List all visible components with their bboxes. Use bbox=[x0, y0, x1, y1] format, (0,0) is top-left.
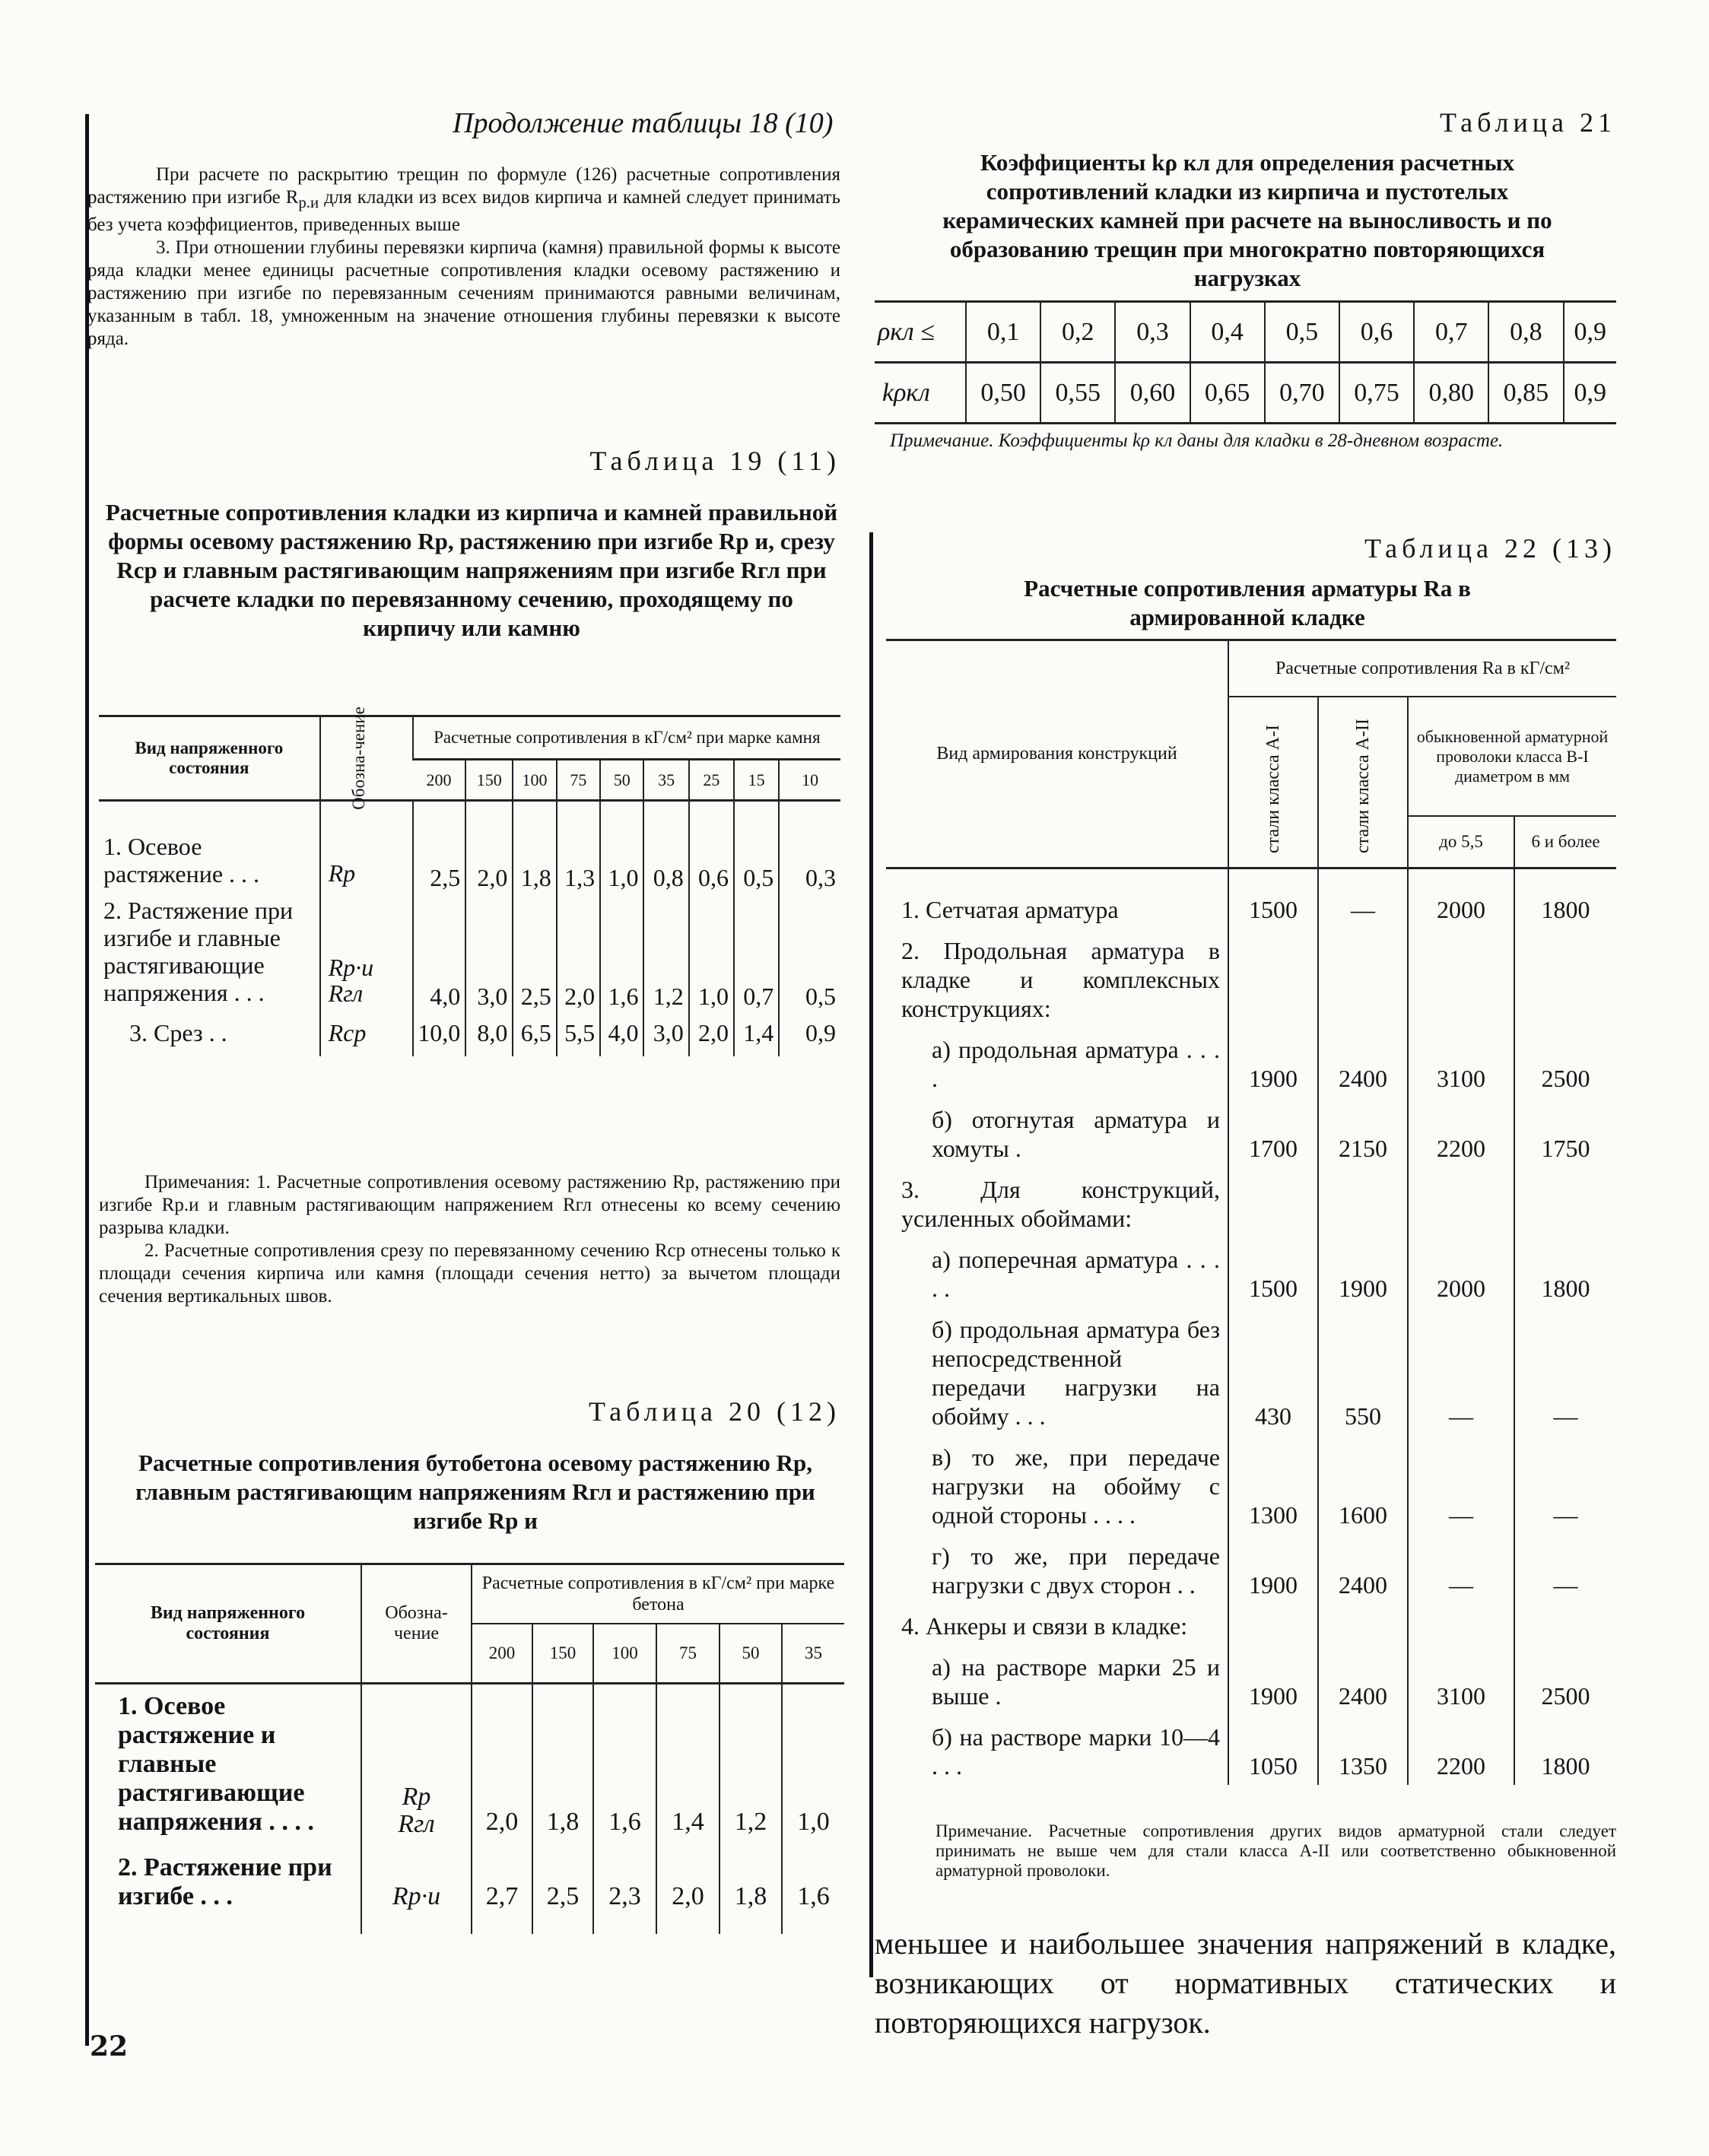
table22-head-values: Расчетные сопротивления Rа в кГ/см² bbox=[1228, 640, 1616, 697]
table-row: 2. Растяжение при изгибе . . . Rр·и 2,7 2,5 2,3 2,0 1,8 1,6 bbox=[95, 1843, 844, 1934]
t19-row2-symbol: Rр·и Rгл bbox=[320, 892, 413, 1011]
table22-cell: 1800 bbox=[1514, 1715, 1616, 1785]
table22-row-label: 2. Продольная арматура в кладке и комплексных конструкциях: bbox=[901, 936, 1220, 1022]
t19-grade: 10 bbox=[779, 760, 840, 801]
table20-caption: Таблица 20 (12) bbox=[589, 1396, 840, 1427]
table22-cell bbox=[1318, 929, 1408, 1027]
t20-row2-label: 2. Растяжение при изгибе . . . bbox=[118, 1853, 332, 1910]
table19 bbox=[99, 706, 840, 1056]
table22-row-label: 3. Для конструкций, усиленных обоймами: bbox=[901, 1175, 1220, 1232]
table22-cell: 1050 bbox=[1228, 1715, 1318, 1785]
t19-row2-label: 2. Растяжение при изгибе и главные растягивающие напряжения . . . bbox=[103, 896, 294, 1006]
table22-row-label: а) поперечная арматура . . . . . bbox=[932, 1245, 1220, 1302]
table22-cell: — bbox=[1514, 1534, 1616, 1604]
right-margin-rule bbox=[869, 532, 873, 1977]
table19-head-symbol: Обозна-чение bbox=[320, 716, 413, 801]
table22-cell bbox=[1228, 1167, 1318, 1237]
t20-grade: 75 bbox=[656, 1624, 719, 1683]
table22-row-label: а) на растворе марки 25 и выше . bbox=[932, 1653, 1220, 1710]
table22-cell bbox=[1318, 1167, 1408, 1237]
table22-row-label: 1. Сетчатая арматура bbox=[901, 895, 1119, 923]
table22-row-label: б) продольная арматура без непосредственной передачи нагрузки на обойму . . . bbox=[932, 1315, 1220, 1430]
t19-grade: 200 bbox=[413, 760, 466, 801]
table22-cell bbox=[1514, 929, 1616, 1027]
table22-cell bbox=[1228, 1604, 1318, 1645]
table20-title: Расчетные сопротивления бутобетона осевому растяжению Rр, главным растягивающим напряжениям Rгл и растяжению при изгибе Rр и bbox=[135, 1450, 815, 1534]
t19-row1-symbol: Rр bbox=[320, 801, 413, 892]
t19-grade: 15 bbox=[734, 760, 779, 801]
table20 bbox=[95, 1563, 844, 1934]
body-text: меньшее и наибольшее значения напряжений в кладке, возникающих от нормативных статических и повторяющихся нагрузок. bbox=[875, 1926, 1616, 2040]
table22-cell: — bbox=[1408, 1307, 1514, 1435]
table22-cell: 2400 bbox=[1318, 1027, 1408, 1097]
table-row: kρкл 0,50 0,55 0,60 0,65 0,70 0,75 0,80 0,85 0,9 bbox=[875, 363, 1616, 424]
t19-row3-label: 3. Срез . . bbox=[129, 1018, 227, 1046]
table22-cell: 2200 bbox=[1408, 1715, 1514, 1785]
table22-row-label: а) продольная арматура . . . . bbox=[932, 1035, 1220, 1092]
table-row bbox=[886, 868, 1616, 929]
table20-head-symbol: Обозна-чение bbox=[361, 1564, 472, 1684]
t19-row3-symbol: Rср bbox=[320, 1011, 413, 1056]
table22-title: Расчетные сопротивления арматуры Rа в армированной кладке bbox=[1024, 575, 1471, 630]
table22-head-a1: стали класса А-I bbox=[1228, 697, 1318, 868]
table21-title: Коэффициенты kρ кл для определения расчетных сопротивлений кладки из кирпича и пустотелых керамических камней при расчете на выносливость и по образованию трещин при многократно повторяющихся нагрузках bbox=[942, 149, 1552, 291]
table22-cell: — bbox=[1408, 1534, 1514, 1604]
t19-grade: 75 bbox=[557, 760, 600, 801]
table22-note: Примечание. Расчетные сопротивления других видов арматурной стали следует принимать не выше чем для стали класса А-II или соответственно обыкновенной арматурной проволоки. bbox=[936, 1821, 1616, 1880]
table21-caption: Таблица 21 bbox=[1440, 107, 1616, 138]
table22-head-wire: обыкновенной арматурной проволоки класса В-I диаметром в мм bbox=[1408, 697, 1616, 816]
table22-cell: 2400 bbox=[1318, 1534, 1408, 1604]
table-row bbox=[886, 1645, 1616, 1715]
table22-head-d1: до 5,5 bbox=[1408, 816, 1514, 868]
table22-row-label: б) отогнутая арматура и хомуты . bbox=[932, 1105, 1220, 1162]
table22-head-a2: стали класса А-II bbox=[1318, 697, 1408, 868]
left-margin-rule bbox=[85, 114, 89, 2046]
table-row bbox=[886, 1097, 1616, 1167]
table22-row-label: в) то же, при передаче нагрузки на обойму с одной стороны . . . . bbox=[932, 1443, 1220, 1529]
table22-cell: 430 bbox=[1228, 1307, 1318, 1435]
table22-cell: 1300 bbox=[1228, 1435, 1318, 1534]
table19-caption: Таблица 19 (11) bbox=[589, 446, 840, 476]
t20-grade: 100 bbox=[593, 1624, 656, 1683]
table-row bbox=[886, 1167, 1616, 1237]
table22-cell: 1700 bbox=[1228, 1097, 1318, 1167]
table22-head-d2: 6 и более bbox=[1514, 816, 1616, 868]
table22-cell: 2000 bbox=[1408, 1237, 1514, 1307]
continuation-title: Продолжение таблицы 18 (10) bbox=[453, 107, 834, 139]
table22-cell: 2000 bbox=[1408, 868, 1514, 929]
table22-cell: 2500 bbox=[1514, 1027, 1616, 1097]
t19-grade: 150 bbox=[465, 760, 513, 801]
table22-cell: — bbox=[1514, 1435, 1616, 1534]
table22-cell bbox=[1514, 1167, 1616, 1237]
table22-cell bbox=[1318, 1604, 1408, 1645]
t19-row1-label: 1. Осевое растяжение . . . bbox=[103, 832, 260, 887]
t20-row1-label: 1. Осевое растяжение и главные растягивающие напряжения . . . . bbox=[118, 1692, 314, 1836]
page-number: 22 bbox=[90, 2031, 129, 2062]
table22-head-type: Вид армирования конструкций bbox=[886, 640, 1228, 868]
table22-cell: 1500 bbox=[1228, 868, 1318, 929]
table22-cell: 1800 bbox=[1514, 868, 1616, 929]
table22-caption: Таблица 22 (13) bbox=[1364, 533, 1616, 564]
table21 bbox=[875, 300, 1616, 424]
table22 bbox=[886, 639, 1616, 1785]
table21-note: Примечание. Коэффициенты kρ кл даны для кладки в 28-дневном возрасте. bbox=[890, 430, 1504, 451]
table22-cell: 1750 bbox=[1514, 1097, 1616, 1167]
table-row bbox=[886, 1604, 1616, 1645]
table22-cell: 2200 bbox=[1408, 1097, 1514, 1167]
table22-row-label: 4. Анкеры и связи в кладке: bbox=[901, 1611, 1188, 1640]
table-row bbox=[886, 1715, 1616, 1785]
table19-title: Расчетные сопротивления кладки из кирпича и камней правильной формы осевому растяжению Rр, растяжению при изгибе Rр и, срезу Rср и главным растягивающим напряжениям при изгибе Rгл при расчете кладки по перевязанному сечению, проходящему по кирпичу или камню bbox=[105, 499, 838, 641]
table22-cell: 1900 bbox=[1228, 1534, 1318, 1604]
t19-grade: 100 bbox=[513, 760, 556, 801]
table22-cell: — bbox=[1408, 1435, 1514, 1534]
table-row bbox=[886, 1435, 1616, 1534]
t19-grade: 35 bbox=[643, 760, 688, 801]
table-row bbox=[886, 929, 1616, 1027]
table-row bbox=[886, 1027, 1616, 1097]
t21-row1-label: ρкл ≤ bbox=[878, 317, 935, 346]
t20-grade: 150 bbox=[532, 1624, 593, 1683]
t20-row2-symbol: Rр·и bbox=[361, 1843, 472, 1934]
table-row: 3. Срез . . Rср 10,0 8,0 6,5 5,5 4,0 3,0 2,0 1,4 0,9 bbox=[99, 1011, 840, 1056]
table22-cell: 1900 bbox=[1228, 1645, 1318, 1715]
table19-notes: Примечания: 1. Расчетные сопротивления осевому растяжению Rр, растяжению при изгибе Rр.и и главным растягивающим напряжением Rгл отнесены ко всему сечению разрыва кладки. 2. Расчетные сопротивления срезу по перевязанному сечению Rср отнесены только к площади сечения кирпича или камня (площади сечения нетто) за вычетом площади сечения вертикальных швов. bbox=[99, 1172, 840, 1307]
t20-row1-symbol: Rр Rгл bbox=[361, 1683, 472, 1843]
table18-note: При расчете по раскрытию трещин по формуле (126) расчетные сопротивления растяжению при изгибе $R_{р.и}$ для кладки из всех видов кирпича и камней следует принимать без учета коэффициентов, приведенных выше 3. При отношении глубины перевязки кирпича (камня) правильной формы к высоте ряда кладки менее единицы расчетные сопротивления кладки осевому растяжению и растяжению при изгибе по перевязанным сечениям принимаются равными величинам, указанным в табл. 18, умноженным на значение отношения глубины перевязки к высоте ряда. bbox=[87, 164, 840, 349]
table22-cell: 3100 bbox=[1408, 1645, 1514, 1715]
table-row bbox=[886, 1307, 1616, 1435]
table22-row-label: б) на растворе марки 10—4 . . . bbox=[932, 1723, 1220, 1780]
table22-cell: 1600 bbox=[1318, 1435, 1408, 1534]
table22-cell: 1500 bbox=[1228, 1237, 1318, 1307]
t20-grade: 200 bbox=[472, 1624, 532, 1683]
table22-cell bbox=[1228, 929, 1318, 1027]
table22-cell bbox=[1514, 1604, 1616, 1645]
table-row bbox=[886, 1237, 1616, 1307]
table22-body bbox=[886, 868, 1616, 1785]
table22-cell: 550 bbox=[1318, 1307, 1408, 1435]
table20-head-type: Вид напряженного состояния bbox=[95, 1564, 361, 1684]
t19-grade: 50 bbox=[600, 760, 643, 801]
table22-cell: 1900 bbox=[1318, 1237, 1408, 1307]
table22-cell: 2500 bbox=[1514, 1645, 1616, 1715]
t21-row2-label: kρкл bbox=[882, 378, 930, 407]
table19-head-values: Расчетные сопротивления в кГ/см² при марке камня bbox=[413, 716, 840, 760]
table20-head-values: Расчетные сопротивления в кГ/см² при марке бетона bbox=[472, 1564, 844, 1624]
table-row: 1. Осевое растяжение и главные растягивающие напряжения . . . . Rр Rгл 2,0 1,8 1,6 1,4 1,2 1,0 bbox=[95, 1683, 844, 1843]
table22-cell bbox=[1408, 929, 1514, 1027]
table22-row-label: г) то же, при передаче нагрузки с двух сторон . . bbox=[932, 1542, 1220, 1599]
t19-grade: 25 bbox=[689, 760, 734, 801]
t20-grade: 35 bbox=[782, 1624, 844, 1683]
table22-cell: 1800 bbox=[1514, 1237, 1616, 1307]
table22-cell: 2400 bbox=[1318, 1645, 1408, 1715]
table22-cell: 3100 bbox=[1408, 1027, 1514, 1097]
table-row: ρкл ≤ 0,1 0,2 0,3 0,4 0,5 0,6 0,7 0,8 0,9 bbox=[875, 302, 1616, 363]
table-row: 2. Растяжение при изгибе и главные растягивающие напряжения . . . Rр·и Rгл 4,0 3,0 2,5 2,0 1,6 1,2 1,0 0,7 0,5 bbox=[99, 892, 840, 1011]
table22-cell bbox=[1408, 1167, 1514, 1237]
table19-head-type: Вид напряженного состояния bbox=[99, 716, 320, 801]
table22-cell: 1900 bbox=[1228, 1027, 1318, 1097]
table22-cell: — bbox=[1514, 1307, 1616, 1435]
table22-cell: 2150 bbox=[1318, 1097, 1408, 1167]
table22-cell: — bbox=[1318, 868, 1408, 929]
t20-grade: 50 bbox=[719, 1624, 782, 1683]
table-row: 1. Осевое растяжение . . . Rр 2,5 2,0 1,8 1,3 1,0 0,8 0,6 0,5 0,3 bbox=[99, 801, 840, 892]
table22-cell: 1350 bbox=[1318, 1715, 1408, 1785]
table22-cell bbox=[1408, 1604, 1514, 1645]
table-row bbox=[886, 1534, 1616, 1604]
